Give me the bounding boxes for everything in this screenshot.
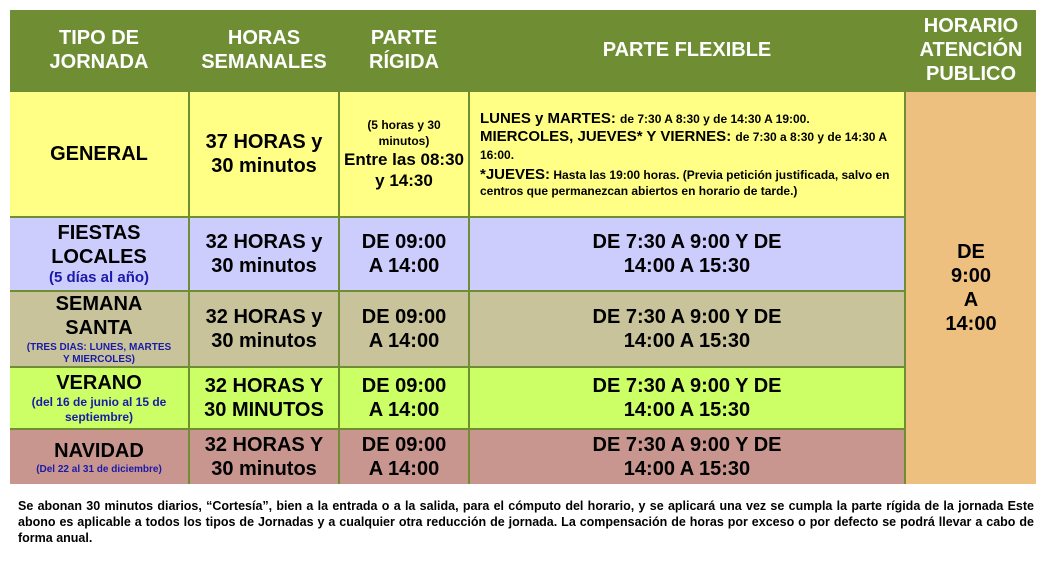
verano-horas-value: 32 HORAS Y 30 MINUTOS [204,375,324,421]
general-horas [190,92,338,216]
general-flex-l2-time: de 7:30 a 8:30 y de 14:30 A 16:00. [480,129,887,162]
header-horas-label: HORAS SEMANALES [201,27,327,73]
navidad-flex-value: DE 7:30 A 9:00 Y DE 14:00 A 15:30 [592,434,782,480]
header-horas [190,10,338,90]
header-tipo [10,10,188,90]
semana-rigida-value: DE 09:00 A 14:00 [361,306,447,352]
header-atencion [906,10,1036,90]
header-rigida [340,10,468,90]
header-rigida-label: PARTE RÍGIDA [369,27,439,73]
navidad-tipo-label: NAVIDAD [54,439,144,462]
schedule-table [10,10,1036,484]
semana-horas [190,292,338,366]
general-rigida-value: Entre las 08:30 y 14:30 [343,150,464,190]
fiestas-flexible [470,218,904,290]
general-flex-note-label: *JUEVES: [480,165,551,183]
fiestas-horas-value: 32 HORAS y 30 minutos [205,231,323,277]
general-rigida-note: (5 horas y 30 minutos) [367,118,441,148]
general-flex-note-text: Hasta las 19:00 horas. (Previa petición justificada, salvo en centros que permanezcan abiertos en horario de tarde.) [480,167,890,198]
verano-horas [190,368,338,428]
general-flex-note [480,167,898,199]
verano-tipo [10,368,188,428]
atencion-l3: A [963,289,979,311]
general-flex-l2-label: MIERCOLES, JUEVES* Y VIERNES: [480,127,732,145]
header-flexible-label: PARTE FLEXIBLE [602,39,772,61]
footer-note: Se abonan 30 minutos diarios, “Cortesía”, bien a la entrada o a la salida, para el cómputo del horario, y se aplicará una vez se cumpla la parte rígida de la jornada Este abono es aplicable a todos los tipos de Jornadas y a cualquier otra reducción de jornada. La compensación de horas por exceso o por defecto se podrá llevar a cabo de forma anual. [18,499,1034,545]
navidad-rigida-value: DE 09:00 A 14:00 [361,434,447,480]
fiestas-rigida-value: DE 09:00 A 14:00 [361,231,447,277]
general-flex-line-2 [480,128,898,164]
navidad-horas [190,430,338,484]
fiestas-tipo [10,218,188,290]
general-horas-value: 37 HORAS y 30 minutos [205,131,323,177]
navidad-sub: (Del 22 al 31 de diciembre) [36,463,162,475]
semana-sub: (TRES DIAS: LUNES, MARTES Y MIERCOLES) [26,342,172,365]
semana-flex-value: DE 7:30 A 9:00 Y DE 14:00 A 15:30 [592,306,782,352]
semana-tipo-label: SEMANA SANTA [55,293,143,339]
atencion-l4: 14:00 [945,313,997,335]
verano-sub: (del 16 de junio al 15 de septiembre) [31,395,167,424]
fiestas-sub: (5 días al año) [48,269,150,286]
general-flex-l1-label: LUNES y MARTES: [480,109,616,127]
general-flexible [470,92,904,216]
atencion-l2: 9:00 [950,265,992,287]
fiestas-tipo-label: FIESTAS LOCALES [51,222,147,268]
semana-horas-value: 32 HORAS y 30 minutos [205,306,323,352]
general-flex-l1-time: de 7:30 A 8:30 y de 14:30 A 19:00. [620,111,810,126]
header-tipo-label: TIPO DE JORNADA [49,27,149,73]
semana-rigida [340,292,468,366]
navidad-rigida [340,430,468,484]
verano-rigida [340,368,468,428]
header-atencion-label: HORARIO ATENCIÓN PUBLICO [919,15,1023,85]
semana-flexible [470,292,904,366]
navidad-horas-value: 32 HORAS Y 30 minutos [204,434,324,480]
general-rigida [340,92,468,216]
verano-rigida-value: DE 09:00 A 14:00 [361,375,447,421]
fiestas-rigida [340,218,468,290]
header-flexible [470,10,904,90]
general-tipo-label: GENERAL [50,143,148,165]
verano-flex-value: DE 7:30 A 9:00 Y DE 14:00 A 15:30 [592,375,782,421]
verano-flexible [470,368,904,428]
atencion-l1: DE [957,241,985,263]
atencion-cell [906,92,1036,484]
navidad-tipo [10,430,188,484]
semana-tipo [10,292,188,366]
fiestas-horas [190,218,338,290]
fiestas-flex-value: DE 7:30 A 9:00 Y DE 14:00 A 15:30 [592,231,782,277]
verano-tipo-label: VERANO [56,372,142,394]
general-flex-line-1 [480,110,810,128]
general-tipo [10,92,188,216]
navidad-flexible [470,430,904,484]
